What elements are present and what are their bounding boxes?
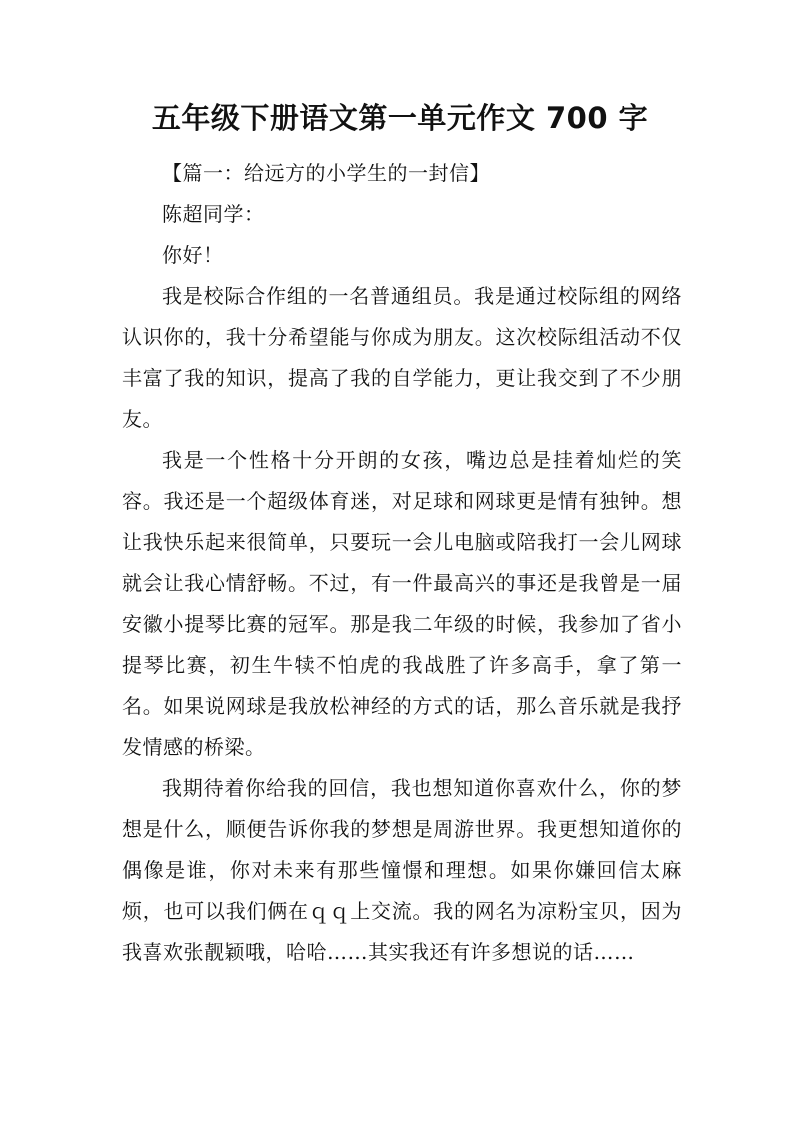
section-heading: 【篇一：给远方的小学生的一封信】 bbox=[162, 161, 490, 185]
letter-salutation: 陈超同学： bbox=[162, 202, 265, 226]
body-paragraph: 我是校际合作组的一名普通组员。我是通过校际组的网络认识你的，我十分希望能与你成为朋友。这次校际组活动不仅丰富了我的知识，提高了我的自学能力，更让我交到了不少朋友。 bbox=[122, 284, 682, 431]
body-paragraph: 我期待着你给我的回信，我也想知道你喜欢什么，你的梦想是什么，顺便告诉你我的梦想是周游世界。我更想知道你的偶像是谁，你对未来有那些憧憬和理想。如果你嫌回信太麻烦，也可以我们俩在ｑｑ上交流。我的网名为凉粉宝贝，因为我喜欢张靓颖哦，哈哈……其实我还有许多想说的话…… bbox=[122, 776, 682, 964]
document-title: 五年级下册语文第一单元作文 700 字 bbox=[151, 101, 649, 135]
letter-greeting: 你好！ bbox=[162, 243, 224, 267]
document-body bbox=[122, 153, 682, 973]
body-paragraph: 我是一个性格十分开朗的女孩，嘴边总是挂着灿烂的笑容。我还是一个超级体育迷，对足球和网球更是情有独钟。想让我快乐起来很简单，只要玩一会儿电脑或陪我打一会儿网球就会让我心情舒畅。不过，有一件最高兴的事还是我曾是一届安徽小提琴比赛的冠军。那是我二年级的时候，我参加了省小提琴比赛，初生牛犊不怕虎的我战胜了许多高手，拿了第一名。如果说网球是我放松神经的方式的话，那么音乐就是我抒发情感的桥梁。 bbox=[122, 448, 682, 759]
